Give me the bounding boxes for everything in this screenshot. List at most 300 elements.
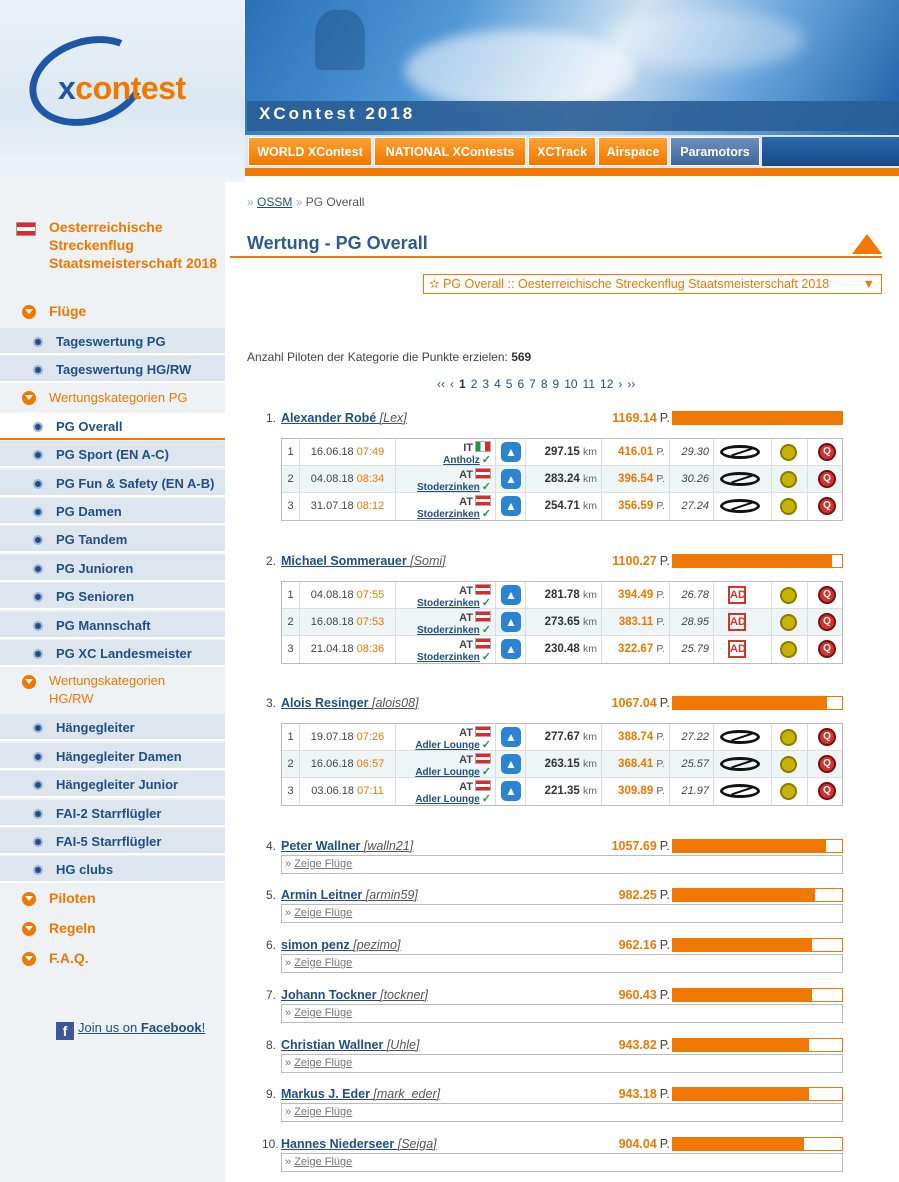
points-unit: P. bbox=[659, 696, 670, 710]
score-bar bbox=[672, 839, 843, 853]
rank-number: 9. bbox=[265, 1087, 276, 1101]
flight-date: 03.06.18 07:11 bbox=[300, 778, 396, 805]
category-select[interactable]: ✫ PG Overall :: Oesterreichische Streckenflug Staatsmeisterschaft 2018 ▼ bbox=[423, 274, 882, 294]
sidebar-item-pg-tandem[interactable]: PG Tandem bbox=[0, 526, 225, 553]
magnifier-icon[interactable]: Q bbox=[818, 497, 836, 515]
austria-flag-icon bbox=[475, 611, 491, 622]
score-bar bbox=[672, 1137, 843, 1151]
glider-cell bbox=[714, 724, 772, 751]
logo-area bbox=[0, 0, 245, 182]
sidebar-item-tageswertung-hg[interactable]: Tageswertung HG/RW bbox=[0, 356, 225, 383]
flight-type bbox=[496, 466, 526, 493]
nav-national-xcontests[interactable]: NATIONAL XContests bbox=[374, 137, 526, 166]
score-bar-fill bbox=[673, 889, 815, 901]
flight-distance: 277.67 km bbox=[526, 724, 602, 751]
flight-date: 21.04.18 08:36 bbox=[300, 636, 396, 663]
bullet-icon bbox=[33, 780, 43, 790]
show-flights-row: » Zeige Flüge bbox=[281, 1153, 843, 1172]
sidebar-item-pg-sport[interactable]: PG Sport (EN A-C) bbox=[0, 441, 225, 468]
ranking-row bbox=[230, 411, 850, 526]
bullet-icon bbox=[33, 621, 43, 631]
flight-number: 3 bbox=[282, 493, 300, 520]
flight-row[interactable] bbox=[282, 493, 842, 520]
launch-site-link[interactable]: Stoderzinken bbox=[416, 652, 480, 663]
chevron-down-icon bbox=[22, 675, 36, 689]
flight-type bbox=[496, 778, 526, 805]
breadcrumb-ossm-link[interactable]: OSSM bbox=[257, 195, 293, 209]
nav-xctrack[interactable]: XCTrack bbox=[528, 137, 596, 166]
pilot-score: 1169.14 P. bbox=[612, 411, 670, 425]
magnifier-icon[interactable]: Q bbox=[818, 586, 836, 604]
pilot-nickname[interactable]: [Seiga] bbox=[397, 1137, 437, 1151]
sidebar-item-pg-xc-landesmeister[interactable]: PG XC Landesmeister bbox=[0, 640, 225, 667]
glider-brand-icon[interactable] bbox=[720, 499, 760, 513]
nav-filler bbox=[762, 137, 899, 166]
country-code: AT bbox=[459, 496, 473, 508]
launch-site-link[interactable]: Stoderzinken bbox=[416, 482, 480, 493]
page-title: Wertung - PG Overall bbox=[247, 233, 428, 253]
ranking-row bbox=[230, 1038, 850, 1078]
sidebar-item-haengegleiter[interactable]: Hängegleiter bbox=[0, 714, 225, 741]
pilot-score: 982.25 P. bbox=[618, 888, 670, 902]
flight-speed: 25.79 bbox=[670, 636, 714, 663]
flight-launch bbox=[396, 751, 496, 778]
flight-row[interactable] bbox=[282, 466, 842, 493]
country-code: AT bbox=[459, 612, 473, 624]
section-fluege[interactable]: Flüge bbox=[49, 303, 87, 319]
nav-world-xcontest[interactable]: WORLD XContest bbox=[248, 137, 372, 166]
pilot-score: 1100.27 P. bbox=[612, 554, 670, 568]
score-bar bbox=[672, 1087, 843, 1101]
show-flights-link[interactable]: Zeige Flüge bbox=[294, 1057, 353, 1069]
pilot-score: 943.18 P. bbox=[618, 1087, 670, 1101]
launch-site-link[interactable]: Adler Lounge bbox=[415, 767, 480, 778]
country-code: AT bbox=[459, 585, 473, 597]
points-unit: P. bbox=[659, 839, 670, 853]
pilot-name-link[interactable]: Johann Tockner [tockner] bbox=[281, 988, 429, 1002]
sidebar-item-pg-overall[interactable]: PG Overall bbox=[0, 413, 225, 440]
bullet-icon bbox=[33, 337, 43, 347]
flight-row[interactable] bbox=[282, 582, 842, 609]
page-link[interactable]: 1 bbox=[459, 377, 466, 391]
austria-flag-icon bbox=[475, 468, 491, 479]
flight-speed: 30.26 bbox=[670, 466, 714, 493]
magnifier-icon[interactable]: Q bbox=[818, 443, 836, 461]
pilot-nickname[interactable]: [tockner] bbox=[380, 988, 429, 1002]
bullet-icon bbox=[33, 865, 43, 875]
km-unit: km bbox=[583, 473, 597, 485]
details-cell bbox=[808, 439, 844, 466]
km-unit: km bbox=[583, 758, 597, 770]
score-bar-fill bbox=[673, 555, 832, 567]
triangle-route-icon[interactable]: ▲ bbox=[501, 469, 521, 489]
score-bar bbox=[672, 1038, 843, 1052]
magnifier-icon[interactable]: Q bbox=[818, 640, 836, 658]
pilot-score: 904.04 P. bbox=[618, 1137, 670, 1151]
medal-icon bbox=[780, 444, 797, 461]
pilot-name-link[interactable]: Peter Wallner [walln21] bbox=[281, 839, 414, 853]
rating-cell bbox=[772, 466, 808, 493]
sidebar-item-fai5[interactable]: FAI-5 Starrflügler bbox=[0, 828, 225, 855]
points-unit: P. bbox=[656, 589, 665, 601]
km-unit: km bbox=[583, 643, 597, 655]
sidebar-item-haengegleiter-damen[interactable]: Hängegleiter Damen bbox=[0, 743, 225, 770]
points-unit: P. bbox=[656, 473, 665, 485]
show-flights-link[interactable]: Zeige Flüge bbox=[294, 1156, 353, 1168]
checkmark-icon: ✓ bbox=[481, 597, 491, 609]
paraglider-silhouette bbox=[315, 10, 365, 70]
triangle-route-icon[interactable]: ▲ bbox=[501, 781, 521, 801]
checkmark-icon: ✓ bbox=[481, 651, 491, 663]
flight-type bbox=[496, 636, 526, 663]
pilot-nickname[interactable]: [Uhle] bbox=[386, 1038, 420, 1052]
flight-type bbox=[496, 751, 526, 778]
page-link[interactable]: 3 bbox=[482, 377, 490, 391]
glider-brand-icon[interactable] bbox=[720, 784, 760, 798]
flight-row[interactable] bbox=[282, 439, 842, 466]
flight-points: 309.89 P. bbox=[602, 778, 670, 805]
pilot-name-link[interactable]: Michael Sommerauer [Somi] bbox=[281, 554, 446, 568]
title-divider bbox=[230, 256, 882, 258]
flight-row[interactable] bbox=[282, 751, 842, 778]
points-unit: P. bbox=[656, 785, 665, 797]
page-link[interactable]: 7 bbox=[529, 377, 536, 391]
chevron-down-icon bbox=[22, 952, 36, 966]
launch-site-link[interactable]: Adler Lounge bbox=[415, 740, 480, 751]
show-flights-link[interactable]: Zeige Flüge bbox=[294, 907, 353, 919]
glider-brand-icon[interactable] bbox=[720, 472, 760, 486]
flights-table bbox=[281, 581, 843, 664]
glider-brand-icon[interactable]: AD bbox=[728, 586, 746, 604]
sidebar-item-pg-damen[interactable]: PG Damen bbox=[0, 498, 225, 525]
rating-cell bbox=[772, 636, 808, 663]
rank-number: 1. bbox=[265, 411, 276, 425]
pilot-name-link[interactable]: Christian Wallner [Uhle] bbox=[281, 1038, 420, 1052]
section-faq[interactable]: F.A.Q. bbox=[49, 950, 89, 966]
flight-row[interactable] bbox=[282, 778, 842, 805]
flight-distance: 297.15 km bbox=[526, 439, 602, 466]
flight-points: 396.54 P. bbox=[602, 466, 670, 493]
bullet-icon bbox=[33, 809, 43, 819]
pilot-name-link[interactable]: simon penz [pezimo] bbox=[281, 938, 401, 952]
facebook-link[interactable]: f Join us on Facebook! bbox=[56, 1020, 205, 1040]
flight-points: 322.67 P. bbox=[602, 636, 670, 663]
points-unit: P. bbox=[656, 643, 665, 655]
km-unit: km bbox=[583, 446, 597, 458]
section-wertung-hg[interactable]: Wertungskategorien HG/RW bbox=[49, 673, 166, 706]
sidebar-item-hg-clubs[interactable]: HG clubs bbox=[0, 856, 225, 883]
flight-time: 08:12 bbox=[356, 500, 385, 512]
pilot-nickname[interactable]: [alois08] bbox=[372, 696, 419, 710]
rank-number: 8. bbox=[265, 1038, 276, 1052]
page-link[interactable]: ‹ bbox=[450, 377, 454, 391]
austria-flag-icon bbox=[475, 495, 491, 506]
page-link[interactable]: 9 bbox=[552, 377, 560, 391]
flight-time: 07:26 bbox=[356, 731, 385, 743]
triangle-route-icon[interactable]: ▲ bbox=[501, 727, 521, 747]
ranking-row bbox=[230, 839, 850, 879]
glider-brand-icon[interactable] bbox=[720, 445, 760, 459]
sidebar-item-pg-junioren[interactable]: PG Junioren bbox=[0, 555, 225, 582]
nav-paramotors[interactable]: Paramotors bbox=[670, 137, 760, 166]
glider-brand-icon[interactable] bbox=[720, 730, 760, 744]
rating-cell bbox=[772, 493, 808, 520]
show-flights-link[interactable]: Zeige Flüge bbox=[294, 957, 353, 969]
score-bar-fill bbox=[673, 989, 812, 1001]
glider-cell bbox=[714, 609, 772, 636]
bullet-icon bbox=[33, 507, 43, 517]
score-bar-fill bbox=[673, 939, 812, 951]
page-link[interactable]: ‹‹ bbox=[437, 377, 445, 391]
triangle-route-icon[interactable]: ▲ bbox=[501, 442, 521, 462]
points-unit: P. bbox=[659, 988, 670, 1002]
flight-launch bbox=[396, 609, 496, 636]
pilot-name-link[interactable]: Hannes Niederseer [Seiga] bbox=[281, 1137, 437, 1151]
flight-time: 08:36 bbox=[356, 643, 385, 655]
page-link[interactable]: › bbox=[618, 377, 623, 391]
austria-flag-icon bbox=[475, 638, 491, 649]
medal-icon bbox=[780, 587, 797, 604]
points-unit: P. bbox=[656, 758, 665, 770]
show-flights-row: » Zeige Flüge bbox=[281, 855, 843, 874]
italy-flag-icon bbox=[475, 441, 491, 452]
flight-number: 2 bbox=[282, 609, 300, 636]
score-bar bbox=[672, 938, 843, 952]
checkmark-icon: ✓ bbox=[481, 739, 491, 751]
flight-launch bbox=[396, 582, 496, 609]
glider-cell bbox=[714, 778, 772, 805]
show-flights-link[interactable]: Zeige Flüge bbox=[294, 1106, 353, 1118]
page-link[interactable]: 8 bbox=[540, 377, 548, 391]
ranking-row bbox=[230, 1087, 850, 1127]
medal-icon bbox=[780, 729, 797, 746]
points-unit: P. bbox=[659, 1087, 670, 1101]
page-link[interactable]: ›› bbox=[627, 377, 636, 391]
pilot-nickname[interactable]: [Lex] bbox=[379, 411, 407, 425]
magnifier-icon[interactable]: Q bbox=[818, 728, 836, 746]
pilot-nickname[interactable]: [pezimo] bbox=[353, 938, 401, 952]
bullet-icon bbox=[33, 365, 43, 375]
flight-launch bbox=[396, 493, 496, 520]
glider-brand-icon[interactable] bbox=[720, 757, 760, 771]
pilot-nickname[interactable]: [Somi] bbox=[410, 554, 446, 568]
show-flights-link[interactable]: Zeige Flüge bbox=[294, 1007, 353, 1019]
details-cell bbox=[808, 778, 844, 805]
glider-cell bbox=[714, 466, 772, 493]
launch-site-link[interactable]: Antholz bbox=[443, 455, 480, 466]
launch-site-link[interactable]: Stoderzinken bbox=[416, 598, 480, 609]
rank-number: 2. bbox=[265, 554, 276, 568]
launch-site-link[interactable]: Stoderzinken bbox=[416, 625, 480, 636]
launch-site-link[interactable]: Stoderzinken bbox=[416, 509, 480, 520]
flight-type bbox=[496, 724, 526, 751]
flight-speed: 29.30 bbox=[670, 439, 714, 466]
score-bar bbox=[672, 554, 843, 568]
xcontest-logo[interactable]: xcontest bbox=[58, 70, 186, 106]
pilot-nickname[interactable]: [walln21] bbox=[363, 839, 414, 853]
flight-launch bbox=[396, 778, 496, 805]
pilot-nickname[interactable]: [armin59] bbox=[365, 888, 418, 902]
section-piloten[interactable]: Piloten bbox=[49, 890, 96, 906]
checkmark-icon: ✓ bbox=[481, 508, 491, 520]
points-unit: P. bbox=[659, 554, 670, 568]
pilot-score: 1057.69 P. bbox=[611, 839, 670, 853]
launch-site-link[interactable]: Adler Lounge bbox=[415, 794, 480, 805]
flight-distance: 273.65 km bbox=[526, 609, 602, 636]
flight-time: 06:57 bbox=[356, 758, 385, 770]
country-code: AT bbox=[459, 469, 473, 481]
triangle-route-icon[interactable]: ▲ bbox=[501, 585, 521, 605]
points-unit: P. bbox=[659, 1038, 670, 1052]
score-bar-fill bbox=[673, 840, 826, 852]
flight-points: 356.59 P. bbox=[602, 493, 670, 520]
glider-brand-icon[interactable]: AD bbox=[728, 613, 746, 631]
ranking-row bbox=[230, 988, 850, 1028]
medal-icon bbox=[780, 471, 797, 488]
bullet-icon bbox=[33, 649, 43, 659]
page-link[interactable]: 10 bbox=[564, 377, 578, 391]
bullet-icon bbox=[33, 479, 43, 489]
page-link[interactable]: 2 bbox=[470, 377, 478, 391]
austria-flag-icon bbox=[475, 726, 491, 737]
pilot-score: 962.16 P. bbox=[618, 938, 670, 952]
bullet-icon bbox=[33, 535, 43, 545]
km-unit: km bbox=[583, 731, 597, 743]
sidebar-item-pg-mannschaft[interactable]: PG Mannschaft bbox=[0, 612, 225, 639]
chevron-down-icon bbox=[22, 391, 36, 405]
pilot-nickname[interactable]: [mark_eder] bbox=[373, 1087, 441, 1101]
pilot-name-link[interactable]: Alexander Robé [Lex] bbox=[281, 411, 407, 425]
page-link[interactable]: 12 bbox=[600, 377, 614, 391]
sidebar-item-tageswertung-pg[interactable]: Tageswertung PG bbox=[0, 328, 225, 355]
rating-cell bbox=[772, 724, 808, 751]
flight-type bbox=[496, 609, 526, 636]
country-code: AT bbox=[459, 639, 473, 651]
pilot-name-link[interactable]: Markus J. Eder [mark_eder] bbox=[281, 1087, 441, 1101]
rating-cell bbox=[772, 439, 808, 466]
flight-distance: 254.71 km bbox=[526, 493, 602, 520]
flight-number: 3 bbox=[282, 778, 300, 805]
details-cell bbox=[808, 724, 844, 751]
triangle-route-icon[interactable]: ▲ bbox=[501, 612, 521, 632]
sidebar-item-pg-senioren[interactable]: PG Senioren bbox=[0, 583, 225, 610]
flight-date: 16.06.18 07:49 bbox=[300, 439, 396, 466]
points-unit: P. bbox=[656, 446, 665, 458]
glider-cell bbox=[714, 582, 772, 609]
km-unit: km bbox=[583, 616, 597, 628]
flight-date: 04.08.18 07:55 bbox=[300, 582, 396, 609]
flight-points: 383.11 P. bbox=[602, 609, 670, 636]
score-bar bbox=[672, 696, 843, 710]
flight-launch bbox=[396, 636, 496, 663]
flight-speed: 26.78 bbox=[670, 582, 714, 609]
glider-brand-icon[interactable]: AD bbox=[728, 640, 746, 658]
sidebar-item-haengegleiter-junior[interactable]: Hängegleiter Junior bbox=[0, 771, 225, 798]
nav-airspace[interactable]: Airspace bbox=[598, 137, 668, 166]
flight-distance: 263.15 km bbox=[526, 751, 602, 778]
flight-number: 1 bbox=[282, 439, 300, 466]
page-link[interactable]: 11 bbox=[582, 377, 596, 391]
flight-date: 04.08.18 08:34 bbox=[300, 466, 396, 493]
medal-icon bbox=[780, 783, 797, 800]
medal-icon bbox=[780, 498, 797, 515]
score-bar-fill bbox=[673, 1039, 809, 1051]
glider-cell bbox=[714, 439, 772, 466]
chevron-down-icon bbox=[22, 922, 36, 936]
mountain-icon bbox=[852, 234, 882, 254]
country-code: AT bbox=[459, 781, 473, 793]
magnifier-icon[interactable]: Q bbox=[818, 782, 836, 800]
triangle-route-icon[interactable]: ▲ bbox=[501, 496, 521, 516]
flight-date: 16.08.18 07:53 bbox=[300, 609, 396, 636]
pilot-name-link[interactable]: Armin Leitner [armin59] bbox=[281, 888, 418, 902]
magnifier-icon[interactable]: Q bbox=[818, 755, 836, 773]
pilot-name-link[interactable]: Alois Resinger [alois08] bbox=[281, 696, 419, 710]
page-link[interactable]: 6 bbox=[517, 377, 525, 391]
flight-number: 2 bbox=[282, 751, 300, 778]
pagination bbox=[437, 377, 640, 391]
pilot-count: Anzahl Piloten der Kategorie die Punkte erzielen: 569 bbox=[247, 350, 532, 364]
checkmark-icon: ✓ bbox=[481, 481, 491, 493]
sidebar-item-pg-fun-safety[interactable]: PG Fun & Safety (EN A-B) bbox=[0, 470, 225, 497]
ranking-row bbox=[230, 938, 850, 978]
triangle-route-icon[interactable]: ▲ bbox=[501, 639, 521, 659]
pilot-score: 960.43 P. bbox=[618, 988, 670, 1002]
show-flights-row: » Zeige Flüge bbox=[281, 904, 843, 923]
section-regeln[interactable]: Regeln bbox=[49, 920, 96, 936]
section-wertung-pg[interactable]: Wertungskategorien PG bbox=[49, 390, 188, 405]
flight-date: 16.06.18 06:57 bbox=[300, 751, 396, 778]
competition-title[interactable]: Oesterreichische Streckenflug Staatsmeisterschaft 2018 bbox=[49, 219, 218, 271]
flight-distance: 281.78 km bbox=[526, 582, 602, 609]
magnifier-icon[interactable]: Q bbox=[818, 470, 836, 488]
flight-number: 1 bbox=[282, 724, 300, 751]
medal-icon bbox=[780, 641, 797, 658]
score-bar-fill bbox=[673, 412, 842, 424]
page-link[interactable]: 5 bbox=[505, 377, 513, 391]
flight-speed: 27.22 bbox=[670, 724, 714, 751]
bullet-icon bbox=[33, 450, 43, 460]
flight-time: 08:34 bbox=[356, 473, 385, 485]
pilot-score: 1067.04 P. bbox=[611, 696, 670, 710]
checkmark-icon: ✓ bbox=[481, 766, 491, 778]
magnifier-icon[interactable]: Q bbox=[818, 613, 836, 631]
flight-row[interactable] bbox=[282, 609, 842, 636]
flight-launch bbox=[396, 724, 496, 751]
flight-row[interactable] bbox=[282, 636, 842, 663]
breadcrumb-current: PG Overall bbox=[305, 195, 365, 209]
bullet-icon bbox=[33, 723, 43, 733]
flight-row[interactable] bbox=[282, 724, 842, 751]
score-bar bbox=[672, 988, 843, 1002]
flights-table bbox=[281, 723, 843, 806]
triangle-route-icon[interactable]: ▲ bbox=[501, 754, 521, 774]
show-flights-row: » Zeige Flüge bbox=[281, 1004, 843, 1023]
flight-distance: 221.35 km bbox=[526, 778, 602, 805]
score-bar bbox=[672, 411, 843, 425]
show-flights-link[interactable]: Zeige Flüge bbox=[294, 858, 353, 870]
points-unit: P. bbox=[656, 616, 665, 628]
show-flights-row: » Zeige Flüge bbox=[281, 1103, 843, 1122]
page-link[interactable]: 4 bbox=[494, 377, 501, 391]
glider-cell bbox=[714, 636, 772, 663]
glider-cell bbox=[714, 493, 772, 520]
rating-cell bbox=[772, 751, 808, 778]
sidebar-item-fai2[interactable]: FAI-2 Starrflügler bbox=[0, 800, 225, 827]
flight-type bbox=[496, 439, 526, 466]
dropdown-arrow-icon: ▼ bbox=[862, 277, 875, 291]
flight-speed: 28.95 bbox=[670, 609, 714, 636]
